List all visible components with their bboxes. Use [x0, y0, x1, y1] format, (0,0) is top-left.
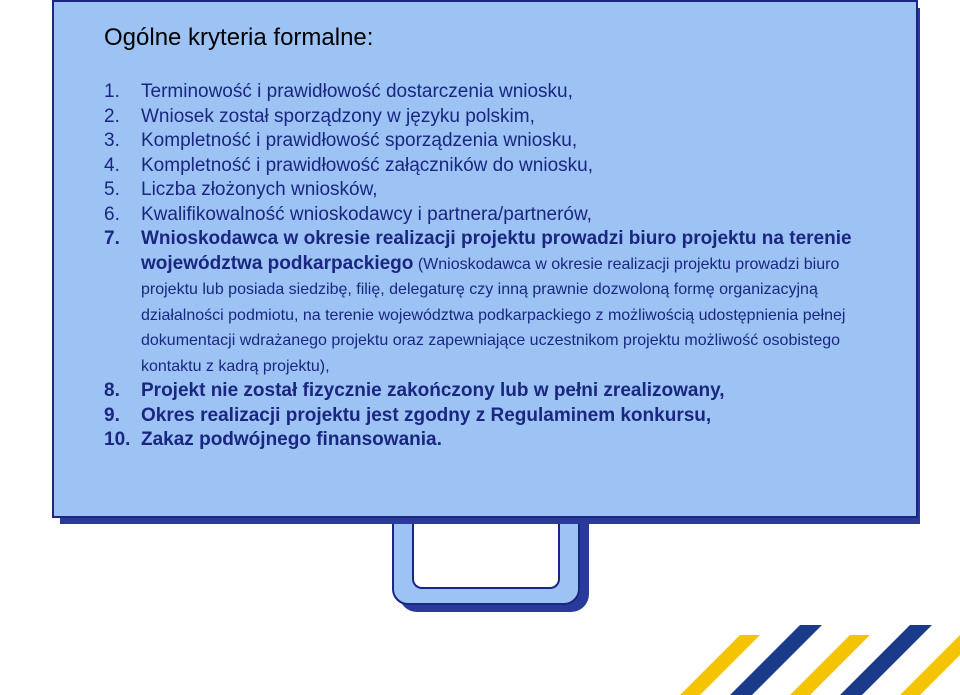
item-number: 4.: [104, 154, 120, 176]
item-number: 7.: [104, 228, 120, 249]
list-item: [104, 227, 894, 379]
list-item: [104, 178, 894, 203]
list-item: [104, 379, 894, 404]
page-title: Ogólne kryteria formalne:: [104, 24, 374, 51]
item-text: Terminowość i prawidłowość dostarczenia wniosku,: [141, 81, 573, 102]
list-item: [104, 428, 894, 453]
item-text: Wniosek został sporządzony w języku polskim,: [141, 105, 535, 127]
item-text: Projekt nie został fizycznie zakończony lub w pełni zrealizowany,: [141, 380, 725, 401]
item-number: 6.: [104, 203, 120, 225]
item-text: Kompletność i prawidłowość sporządzenia wniosku,: [141, 130, 578, 151]
item-number: 2.: [104, 105, 120, 127]
item-number: 1.: [104, 81, 120, 102]
item-text: Wnioskodawca w okresie realizacji projektu prowadzi biuro projektu na terenie województwa podkarpackiego: [141, 228, 852, 274]
item-number: 9.: [104, 404, 120, 426]
item-text: Liczba złożonych wniosków,: [141, 179, 378, 200]
list-item: [104, 105, 894, 130]
list-item: [104, 154, 894, 179]
list-item: [104, 203, 894, 228]
item-number: 10.: [104, 429, 131, 450]
item-number: 8.: [104, 380, 120, 401]
criteria-panel: [52, 0, 918, 518]
list-item: [104, 129, 894, 154]
item-number: 5.: [104, 179, 120, 200]
item-text: Okres realizacji projektu jest zgodny z Regulaminem konkursu,: [141, 404, 712, 426]
list-item: [104, 80, 894, 105]
list-item: [104, 404, 894, 429]
item-number: 3.: [104, 130, 120, 151]
decorative-stripes-logo: [600, 615, 960, 695]
item-detail: (Wnioskodawca w okresie realizacji projektu prowadzi biuro projektu lub posiada siedzibę, filię, delegaturę czy inną prawnie dozwoloną formę organizacyjną działalności podmiotu, na terenie województwa podkarpackiego z możliwością udostępnienia pełnej dokumentacji wdrażanego projektu oraz zapewniające uczestnikom projektu możliwość osobistego kontaktu z kadrą projektu),: [141, 255, 846, 375]
item-text: Zakaz podwójnego finansowania.: [141, 429, 442, 450]
criteria-list: [104, 80, 894, 453]
item-text: Kompletność i prawidłowość załączników do wniosku,: [141, 154, 593, 176]
item-text: Kwalifikowalność wnioskodawcy i partnera/partnerów,: [141, 203, 592, 225]
